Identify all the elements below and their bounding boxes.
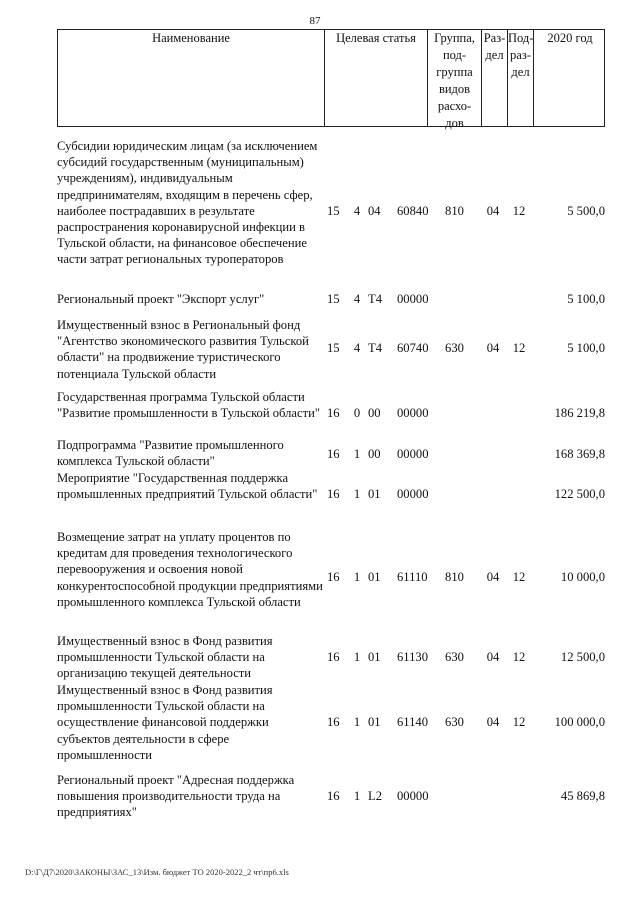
header-podrazdel (507, 30, 533, 126)
expense-group: 630 (445, 715, 464, 729)
code-program: 16 (327, 789, 340, 803)
code-subprogram: 1 (353, 650, 361, 664)
code-subprogram: 4 (353, 204, 361, 218)
code-direction: 61130 (397, 650, 429, 664)
razdel: 04 (486, 650, 500, 664)
code-program: 15 (327, 341, 340, 355)
amount: 45 869,8 (560, 789, 605, 803)
header-target-label: Целевая статья (336, 31, 416, 45)
razdel: 04 (486, 204, 500, 218)
code-subprogram: 1 (353, 447, 361, 461)
podrazdel: 12 (512, 570, 526, 584)
code-event: 00 (368, 447, 381, 461)
code-direction: 61110 (397, 570, 428, 584)
amount: 12 500,0 (560, 650, 605, 664)
code-direction: 00000 (397, 487, 429, 501)
razdel: 04 (486, 341, 500, 355)
code-direction: 60740 (397, 341, 429, 355)
header-year (533, 30, 606, 126)
code-program: 16 (327, 650, 340, 664)
expense-group: 810 (445, 204, 464, 218)
table-row (57, 633, 605, 683)
code-direction: 60840 (397, 204, 429, 218)
amount: 186 219,8 (554, 406, 605, 420)
table-row (57, 437, 605, 471)
header-razdel-line: дел (485, 48, 504, 62)
header-group-line: под- (442, 48, 467, 62)
amount: 10 000,0 (560, 570, 605, 584)
row-name: Имущественный взнос в Фонд развития промышленности Тульской области на организацию текущей деятельности (57, 634, 273, 681)
podrazdel: 12 (512, 341, 526, 355)
header-name-label: Наименование (152, 31, 230, 45)
header-group-line: расхо- (437, 99, 472, 113)
row-name: Субсидии юридическим лицам (за исключением субсидий государственным (муниципальным) учреждениям), индивидуальным предпринимателям, входящим в перечень сфер, наиболее пострадавших в результате распространения коронавирусной инфекции в Тульской области, на финансовое обеспечение части затрат региональных туроператоров (57, 139, 318, 267)
code-subprogram: 1 (353, 570, 361, 584)
code-event: Т4 (368, 292, 382, 306)
header-razdel-line: Раз- (483, 31, 506, 45)
file-path-footer: D:\Г\Д7\2020\ЗАКОНЫ\ЗАС_13\Изм. бюджет ТО 2020-2022_2 чт\пр6.xls (25, 867, 289, 877)
table-row (57, 138, 605, 284)
amount: 100 000,0 (554, 715, 605, 729)
row-name: Государственная программа Тульской области "Развитие промышленности в Тульской области" (57, 390, 320, 421)
header-name (58, 30, 324, 126)
code-program: 16 (327, 570, 340, 584)
podrazdel: 12 (512, 650, 526, 664)
amount: 5 100,0 (567, 292, 605, 306)
amount: 168 369,8 (554, 447, 605, 461)
table-row (57, 470, 605, 520)
table-row (57, 291, 605, 309)
header-podrazdel-line: дел (511, 65, 530, 79)
header-target (324, 30, 427, 126)
expense-group: 630 (445, 650, 464, 664)
table-row (57, 682, 605, 764)
code-subprogram: 4 (353, 341, 361, 355)
header-podrazdel-line: Под- (508, 31, 534, 45)
header-year-label: 2020 год (547, 31, 593, 45)
header-podrazdel-line: раз- (510, 48, 531, 62)
code-event: 01 (368, 570, 381, 584)
table-row (57, 529, 605, 627)
row-name: Возмещение затрат на уплату процентов по кредитам для проведения технологического перевооружения и освоения новой конкурентоспособной продукции предприятиями промышленного комплекса Тульской области (57, 530, 323, 609)
table-header (57, 29, 605, 130)
razdel: 04 (486, 570, 500, 584)
row-name: Подпрограмма "Развитие промышленного комплекса Тульской области" (57, 438, 284, 469)
code-direction: 00000 (397, 406, 429, 420)
code-event: L2 (368, 789, 382, 803)
header-group-line: дов (445, 116, 464, 130)
code-event: 01 (368, 715, 381, 729)
header-group-line: видов (438, 82, 471, 96)
amount: 122 500,0 (554, 487, 605, 501)
code-event: 00 (368, 406, 381, 420)
code-program: 16 (327, 447, 340, 461)
header-group-line: Группа, (434, 31, 475, 45)
amount: 5 100,0 (567, 341, 605, 355)
code-subprogram: 4 (353, 292, 361, 306)
podrazdel: 12 (512, 204, 526, 218)
code-program: 15 (327, 292, 340, 306)
header-razdel (481, 30, 507, 126)
expense-group: 810 (445, 570, 464, 584)
code-event: 01 (368, 487, 381, 501)
code-direction: 00000 (397, 292, 429, 306)
code-subprogram: 1 (353, 715, 361, 729)
code-program: 16 (327, 487, 340, 501)
code-event: 04 (368, 204, 381, 218)
razdel: 04 (486, 715, 500, 729)
row-name: Региональный проект "Экспорт услуг" (57, 292, 265, 306)
code-program: 15 (327, 204, 340, 218)
code-direction: 00000 (397, 447, 429, 461)
code-direction: 00000 (397, 789, 429, 803)
code-program: 16 (327, 406, 340, 420)
row-name: Имущественный взнос в Фонд развития промышленности Тульской области на осуществление финансовой поддержки субъектов деятельности в сфере промышленности (57, 683, 273, 762)
table-row (57, 772, 605, 822)
row-name: Региональный проект "Адресная поддержка повышения производительности труда на предприятиях" (57, 773, 295, 820)
page-number: 87 (309, 15, 321, 27)
row-name: Имущественный взнос в Региональный фонд "Агентство экономического развития Тульской области" на продвижение туристического потенциала Тульской области (57, 318, 309, 381)
code-program: 16 (327, 715, 340, 729)
code-event: 01 (368, 650, 381, 664)
header-group-line: группа (436, 65, 473, 79)
code-event: Т4 (368, 341, 382, 355)
code-subprogram: 0 (353, 406, 361, 420)
table-row (57, 317, 605, 383)
expense-group: 630 (445, 341, 464, 355)
code-subprogram: 1 (353, 487, 361, 501)
amount: 5 500,0 (567, 204, 605, 218)
podrazdel: 12 (512, 715, 526, 729)
row-name: Мероприятие "Государственная поддержка промышленных предприятий Тульской области" (57, 471, 318, 502)
code-direction: 61140 (397, 715, 429, 729)
table-row (57, 389, 605, 439)
header-group (427, 30, 481, 130)
code-subprogram: 1 (353, 789, 361, 803)
